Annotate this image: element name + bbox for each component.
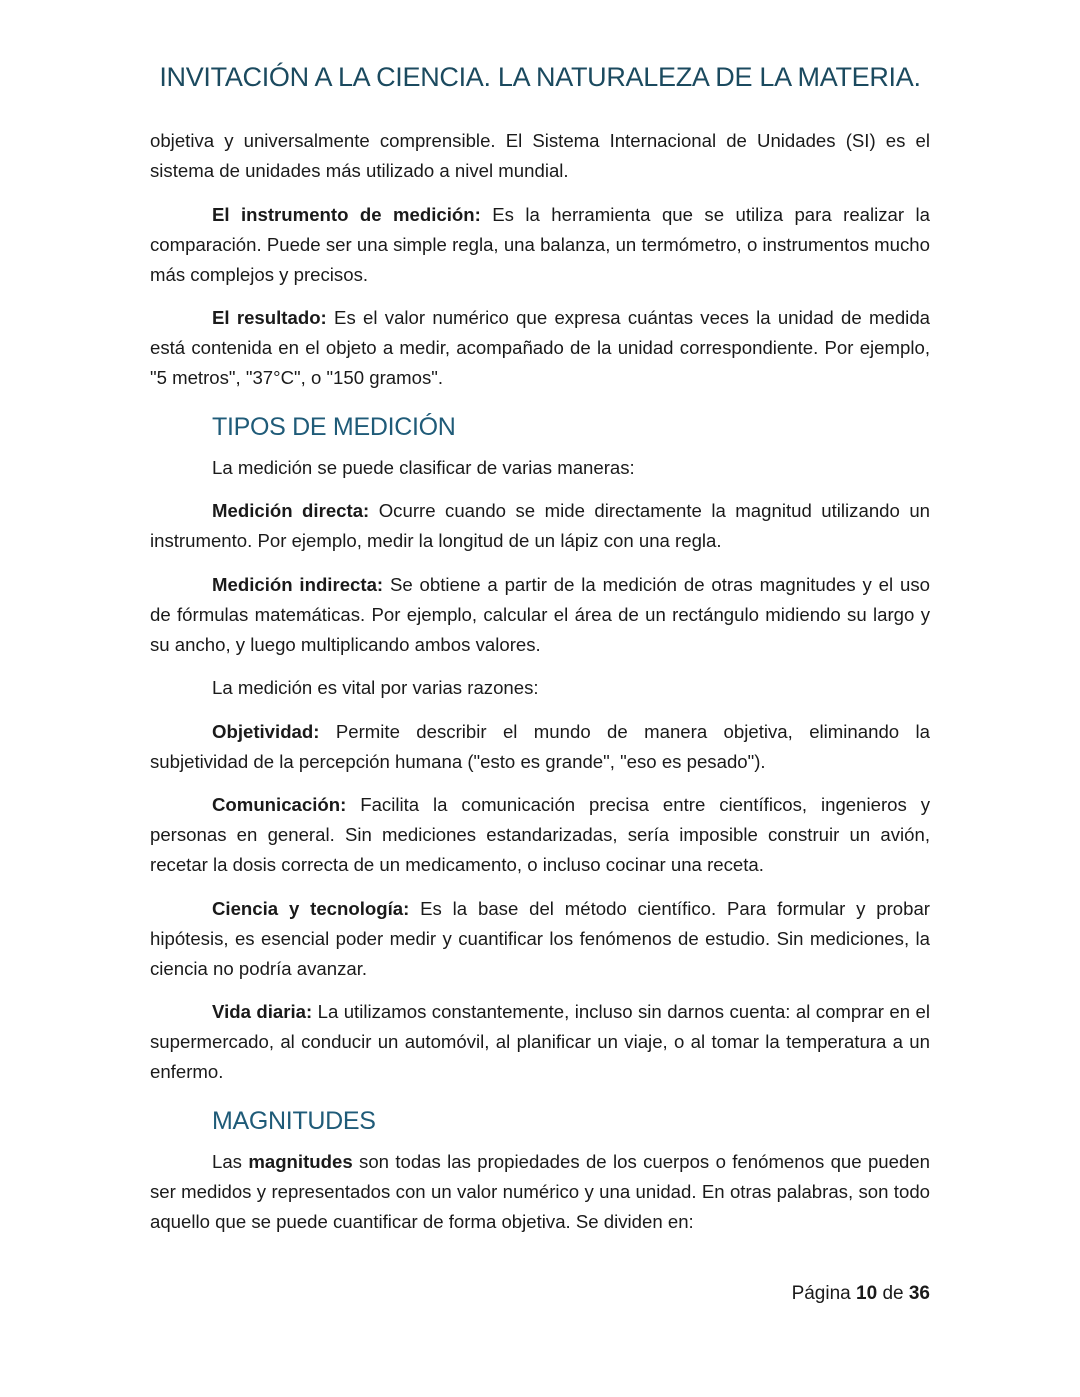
paragraph-resultado	[150, 303, 930, 393]
term: Comunicación:	[212, 794, 347, 815]
current-page: 10	[856, 1283, 878, 1304]
term: Vida diaria:	[212, 1001, 313, 1022]
definition: Facilita la comunicación precisa entre científicos, ingenieros y personas en general. Sin mediciones estandarizadas, sería imposible construir un avión, recetar la dosis correcta de un medicamento, o incluso cocinar una receta.	[150, 794, 930, 875]
section-heading-magnitudes: MAGNITUDES	[212, 1106, 376, 1135]
definition: Ocurre cuando se mide directamente la magnitud utilizando un instrumento. Por ejemplo, medir la longitud de un lápiz con una regla.	[150, 500, 930, 551]
section-heading-tipos-de-medicion: TIPOS DE MEDICIÓN	[212, 412, 456, 441]
definition: son todas las propiedades de los cuerpos o fenómenos que pueden ser medidos y representados con un valor numérico y una unidad. En otras palabras, son todo aquello que se puede cuantificar de forma objetiva. Se dividen en:	[150, 1150, 930, 1232]
paragraph-objetividad	[150, 717, 930, 777]
of-label: de	[882, 1283, 904, 1304]
paragraph-comunicacion	[150, 790, 930, 880]
definition: Es la base del método científico. Para formular y probar hipótesis, es esencial poder medir y cuantificar los fenómenos de estudio. Sin mediciones, la ciencia no podría avanzar.	[150, 897, 930, 979]
page-label: Página	[791, 1283, 851, 1304]
paragraph-instrumento	[150, 200, 930, 290]
paragraph-ciencia-tecnologia	[150, 894, 930, 984]
definition: Permite describir el mundo de manera objetiva, eliminando la subjetividad de la percepción humana ("esto es grande", "eso es pesado").	[150, 720, 930, 772]
definition: Es el valor numérico que expresa cuántas veces la unidad de medida está contenida en el objeto a medir, acompañado de la unidad correspondiente. Por ejemplo, "5 metros", "37°C", o "150 gramos".	[150, 307, 930, 388]
paragraph-medicion-directa	[150, 496, 930, 556]
paragraph-magnitudes	[150, 1147, 930, 1237]
definition: La utilizamos constantemente, incluso sin darnos cuenta: al comprar en el supermercado, al conducir un automóvil, al planificar un viaje, o al tomar la temperatura a un enfermo.	[150, 1001, 930, 1082]
term: El instrumento de medición:	[212, 203, 481, 225]
document-header-title: INVITACIÓN A LA CIENCIA. LA NATURALEZA DE LA MATERIA.	[159, 62, 921, 92]
total-pages: 36	[908, 1283, 930, 1304]
term: magnitudes	[248, 1150, 353, 1172]
paragraph: La medición se puede clasificar de varias maneras:	[212, 456, 635, 478]
paragraph: objetiva y universalmente comprensible. El Sistema Internacional de Unidades (SI) es el sistema de unidades más utilizado a nivel mundial.	[150, 130, 930, 181]
text: Las	[212, 1150, 249, 1172]
definition: Es la herramienta que se utiliza para realizar la comparación. Puede ser una simple regla, una balanza, un termómetro, o instrumentos mucho más complejos y precisos.	[150, 203, 930, 285]
term: Ciencia y tecnología:	[212, 897, 410, 919]
paragraph-medicion-indirecta	[150, 570, 930, 660]
term: Medición indirecta:	[212, 573, 384, 595]
term: Objetividad:	[212, 720, 320, 742]
paragraph: La medición es vital por varias razones:	[212, 677, 539, 698]
term: El resultado:	[212, 307, 327, 328]
document-body	[150, 126, 930, 1250]
definition: Se obtiene a partir de la medición de otras magnitudes y el uso de fórmulas matemáticas. Por ejemplo, calcular el área de un rectángulo midiendo su largo y su ancho, y luego multiplicando ambos valores.	[150, 573, 930, 655]
page-number	[792, 1283, 930, 1305]
term: Medición directa:	[212, 500, 370, 521]
paragraph-vida-diaria	[150, 997, 930, 1087]
